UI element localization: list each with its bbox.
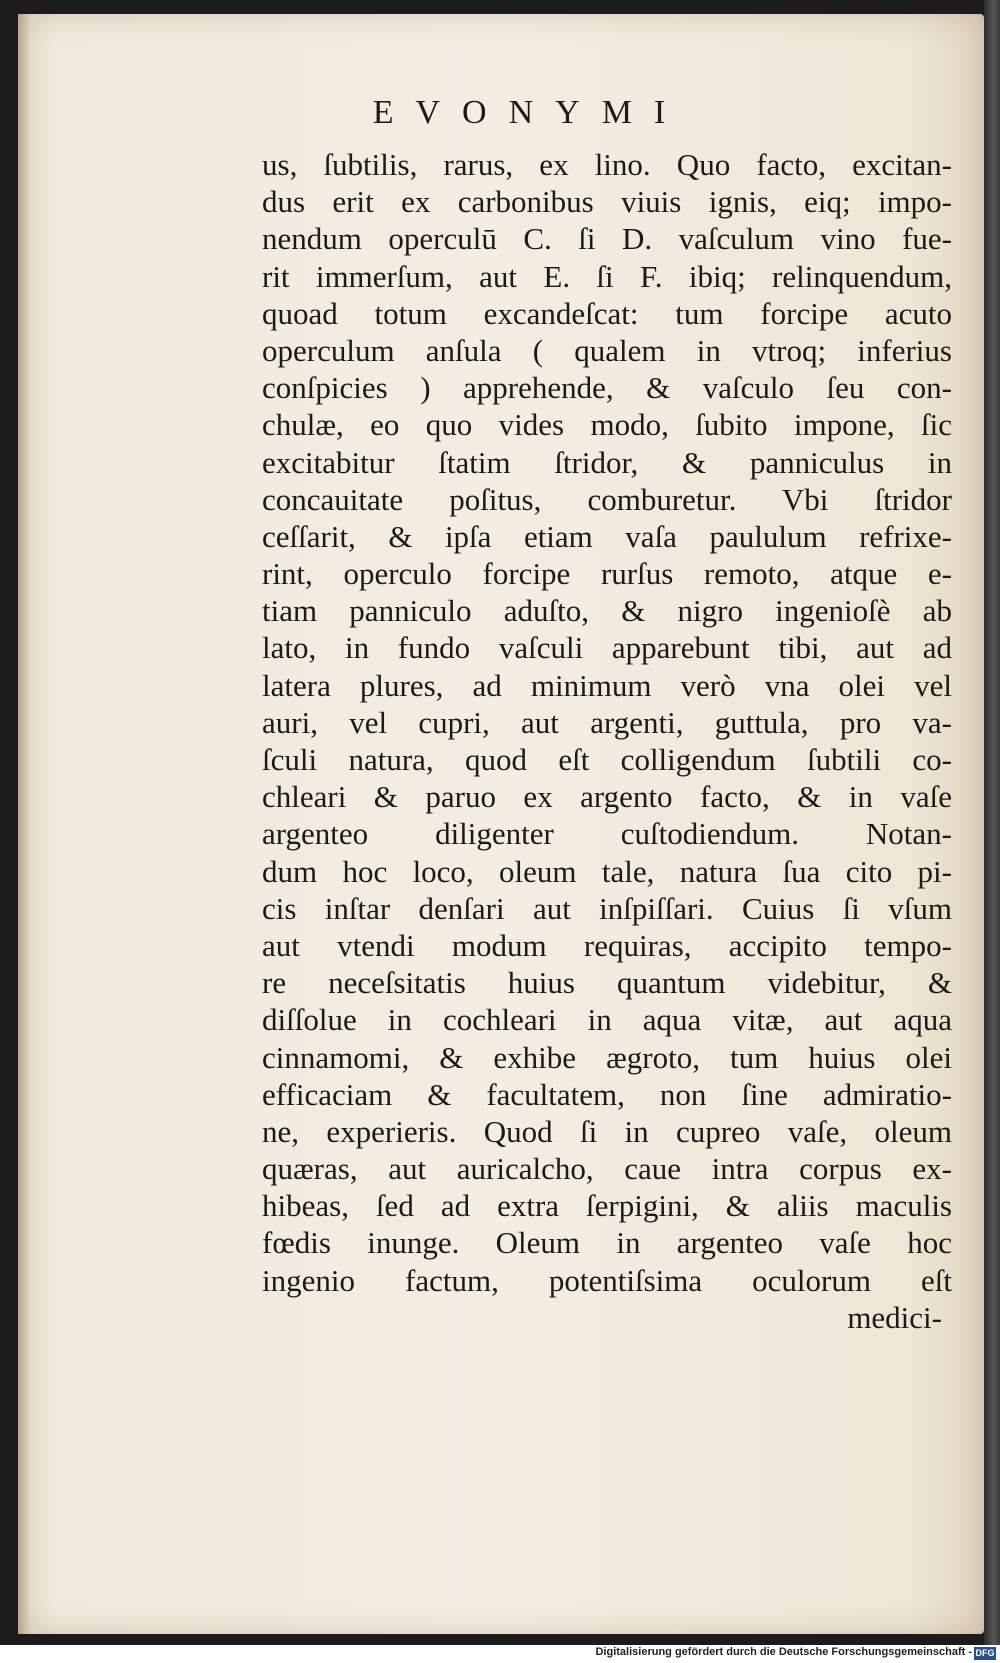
text-line: dum hoc loco, oleum tale, natura ſua cito pi- [262, 853, 952, 889]
text-line: chleari & paruo ex argento facto, & in vaſe [262, 779, 952, 815]
text-line: ne, experieris. Quod ſi in cupreo vaſe, oleum [262, 1113, 952, 1149]
text-line: ſculi natura, quod eſt colligendum ſubtili co- [262, 742, 952, 777]
text-line: lato, in fundo vaſculi apparebunt tibi, aut ad [262, 630, 952, 666]
page-edge-shadow [18, 14, 30, 1634]
dfg-logo-icon: DFG [975, 1648, 995, 1658]
text-line: hibeas, ſed ad extra ſerpigini, & aliis maculis [262, 1188, 952, 1224]
catchword: medici- [847, 1299, 942, 1335]
running-head: EVONYMI [372, 94, 688, 131]
text-line: rit immerſum, aut E. ſi F. ibiq; relinquendum, [262, 258, 952, 294]
text-line: concauitate poſitus, comburetur. Vbi ſtridor [262, 481, 952, 517]
text-line: fœdis inunge. Oleum in argenteo vaſe hoc [262, 1225, 952, 1261]
text-line: excitabitur ſtatim ſtridor, & panniculus in [262, 444, 952, 480]
text-line: re neceſsitatis huius quantum videbitur, & [262, 965, 952, 1001]
text-line: efficaciam & facultatem, non ſine admiratio- [262, 1076, 952, 1112]
text-line: diſſolue in cochleari in aqua vitæ, aut aqua [262, 1002, 952, 1038]
text-line: argenteo diligenter cuſtodiendum. Notan- [262, 816, 952, 852]
text-line: chulæ, eo quo vides modo, ſubito impone, ſic [262, 407, 952, 443]
binding-edge [984, 0, 1000, 1645]
text-line: cis inſtar denſari aut inſpiſſari. Cuius ſi vſum [262, 890, 952, 926]
text-line: auri, vel cupri, aut argenti, guttula, pro va- [262, 704, 952, 740]
text-line: ceſſarit, & ipſa etiam vaſa paululum refrixe- [262, 518, 952, 554]
footer-bar [0, 1645, 1000, 1663]
text-line: rint, operculo forcipe rurſus remoto, atque e- [262, 556, 952, 592]
text-line: tiam panniculo aduſto, & nigro ingenioſè ab [262, 593, 952, 629]
text-line: operculum anſula ( qualem in vtroq; inferius [262, 332, 952, 368]
text-line: ingenio factum, potentiſsima oculorum eſt [262, 1262, 952, 1298]
text-line: quoad totum excandeſcat: tum forcipe acuto [262, 295, 952, 331]
text-line: dus erit ex carbonibus viuis ignis, eiq; impo- [262, 184, 952, 220]
text-line: conſpicies ) apprehende, & vaſculo ſeu con- [262, 370, 952, 406]
page-body-text [262, 146, 952, 1336]
text-line: us, ſubtilis, rarus, ex lino. Quo facto, excitan- [262, 147, 952, 182]
text-line: nendum operculū C. ſi D. vaſculum vino fue- [262, 221, 952, 257]
digitization-credit: Digitalisierung gefördert durch die Deutsche Forschungsgemeinschaft - [595, 1646, 972, 1658]
text-line: latera plures, ad minimum verò vna olei vel [262, 667, 952, 703]
text-line: cinnamomi, & exhibe ægroto, tum huius olei [262, 1039, 952, 1075]
text-line: aut vtendi modum requiras, accipito tempo- [262, 927, 952, 963]
text-line: quæras, aut auricalcho, caue intra corpus ex- [262, 1151, 952, 1187]
